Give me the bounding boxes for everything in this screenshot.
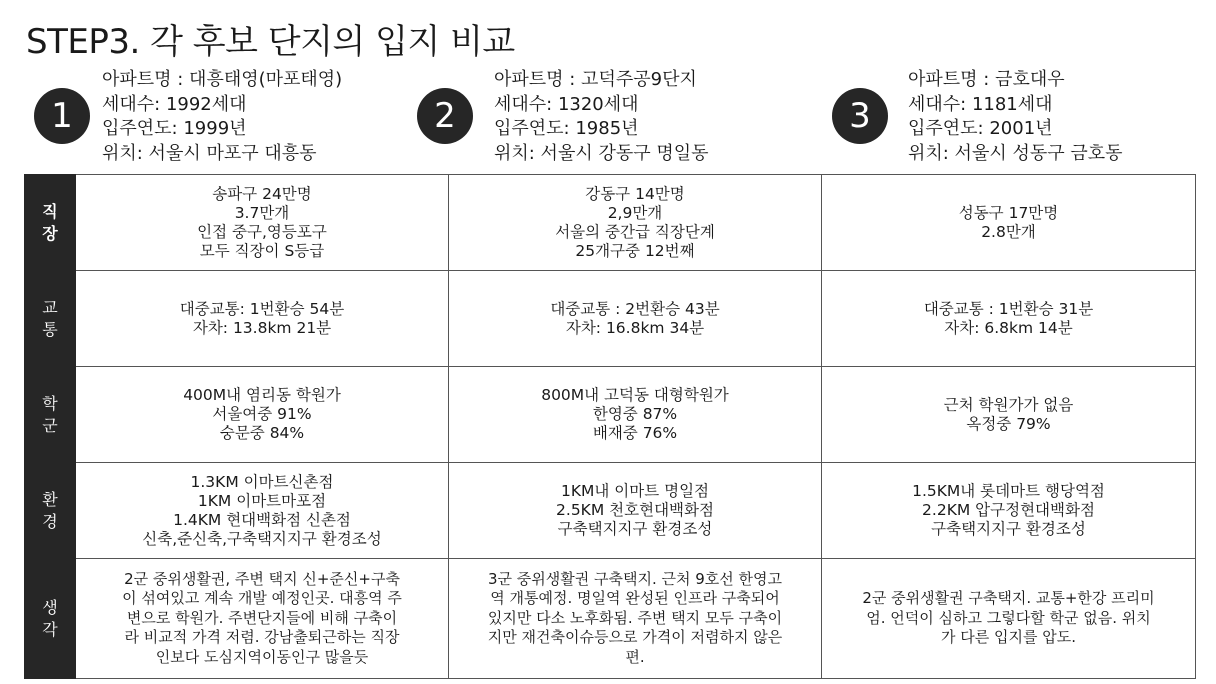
candidate-number-badge: 2 — [417, 88, 473, 144]
candidate-info — [102, 68, 342, 166]
move-in-year: 입주연도: 1999년 — [102, 118, 247, 139]
candidate-info — [908, 68, 1123, 166]
move-in-year: 입주연도: 1985년 — [494, 118, 639, 139]
candidate-number-badge: 3 — [832, 88, 888, 144]
apartment-name: 아파트명 : 금호대우 — [908, 69, 1065, 90]
table-row-thoughts — [25, 559, 1196, 679]
location: 위치: 서울시 마포구 대흥동 — [102, 142, 317, 164]
table-cell: 대중교통: 1번환승 54분 자차: 13.8km 21분 — [76, 271, 449, 367]
candidate-number-badge: 1 — [34, 88, 90, 144]
table-cell: 강동구 14만명 2,9만개 서울의 중간급 직장단계 25개구중 12번째 — [449, 175, 822, 271]
household-count: 세대수: 1320세대 — [494, 93, 639, 115]
table-cell: 2군 중위생활권, 주변 택지 신+준신+구축 이 섞여있고 계속 개발 예정인곳. 대흥역 주 변으로 학원가. 주변단지들에 비해 구축이 라 비교적 가격 저렴. 강남출퇴근하는 직장 인보다 도심지역이동인구 많을듯 — [76, 559, 449, 679]
table-row-transport — [25, 271, 1196, 367]
table-cell: 2군 중위생활권 구축택지. 교통+한강 프리미 엄. 언덕이 심하고 그렇다할 학군 없음. 위치 가 다른 입지를 압도. — [822, 559, 1196, 679]
move-in-year: 입주연도: 2001년 — [908, 118, 1053, 139]
table-cell: 성동구 17만명 2.8만개 — [822, 175, 1196, 271]
apartment-name: 아파트명 : 고덕주공9단지 — [494, 69, 697, 90]
candidate-1 — [0, 66, 400, 176]
apartment-name: 아파트명 : 대흥태영(마포태영) — [102, 69, 343, 90]
candidate-2 — [400, 66, 800, 176]
table-row-environment — [25, 463, 1196, 559]
row-header-jobs: 직 장 — [25, 175, 76, 271]
household-count: 세대수: 1181세대 — [908, 93, 1053, 115]
table-cell: 대중교통 : 2번환승 43분 자차: 16.8km 34분 — [449, 271, 822, 367]
table-cell: 근처 학원가가 없음 옥정중 79% — [822, 367, 1196, 463]
table-cell: 3군 중위생활권 구축택지. 근처 9호선 한영고 역 개통예정. 명일역 완성된 인프라 구축되어 있지만 다소 노후화됨. 주변 택지 모두 구축이 지만 재건축이슈등으로 가격이 저렴하지 않은 편. — [449, 559, 822, 679]
table-cell: 대중교통 : 1번환승 31분 자차: 6.8km 14분 — [822, 271, 1196, 367]
table-cell: 1KM내 이마트 명일점 2.5KM 천호현대백화점 구축택지지구 환경조성 — [449, 463, 822, 559]
page-title: STEP3. 각 후보 단지의 입지 비교 — [26, 22, 515, 62]
household-count: 세대수: 1992세대 — [102, 93, 247, 115]
row-header-environment: 환 경 — [25, 463, 76, 559]
table-row-jobs — [25, 175, 1196, 271]
table-cell: 400M내 염리동 학원가 서울여중 91% 숭문중 84% — [76, 367, 449, 463]
table-cell: 송파구 24만명 3.7만개 인접 중구,영등포구 모두 직장이 S등급 — [76, 175, 449, 271]
row-header-school: 학 군 — [25, 367, 76, 463]
row-header-thoughts: 생 각 — [25, 559, 76, 679]
table-cell: 800M내 고덕동 대형학원가 한영중 87% 배재중 76% — [449, 367, 822, 463]
comparison-table — [24, 174, 1196, 679]
candidate-info — [494, 68, 709, 166]
table-cell: 1.3KM 이마트신촌점 1KM 이마트마포점 1.4KM 현대백화점 신촌점 신축,준신축,구축택지지구 환경조성 — [76, 463, 449, 559]
table-cell: 1.5KM내 롯데마트 행당역점 2.2KM 압구정현대백화점 구축택지지구 환경조성 — [822, 463, 1196, 559]
location: 위치: 서울시 강동구 명일동 — [494, 142, 709, 164]
candidate-3 — [800, 66, 1216, 176]
table-row-school — [25, 367, 1196, 463]
location: 위치: 서울시 성동구 금호동 — [908, 142, 1123, 164]
row-header-transport: 교 통 — [25, 271, 76, 367]
